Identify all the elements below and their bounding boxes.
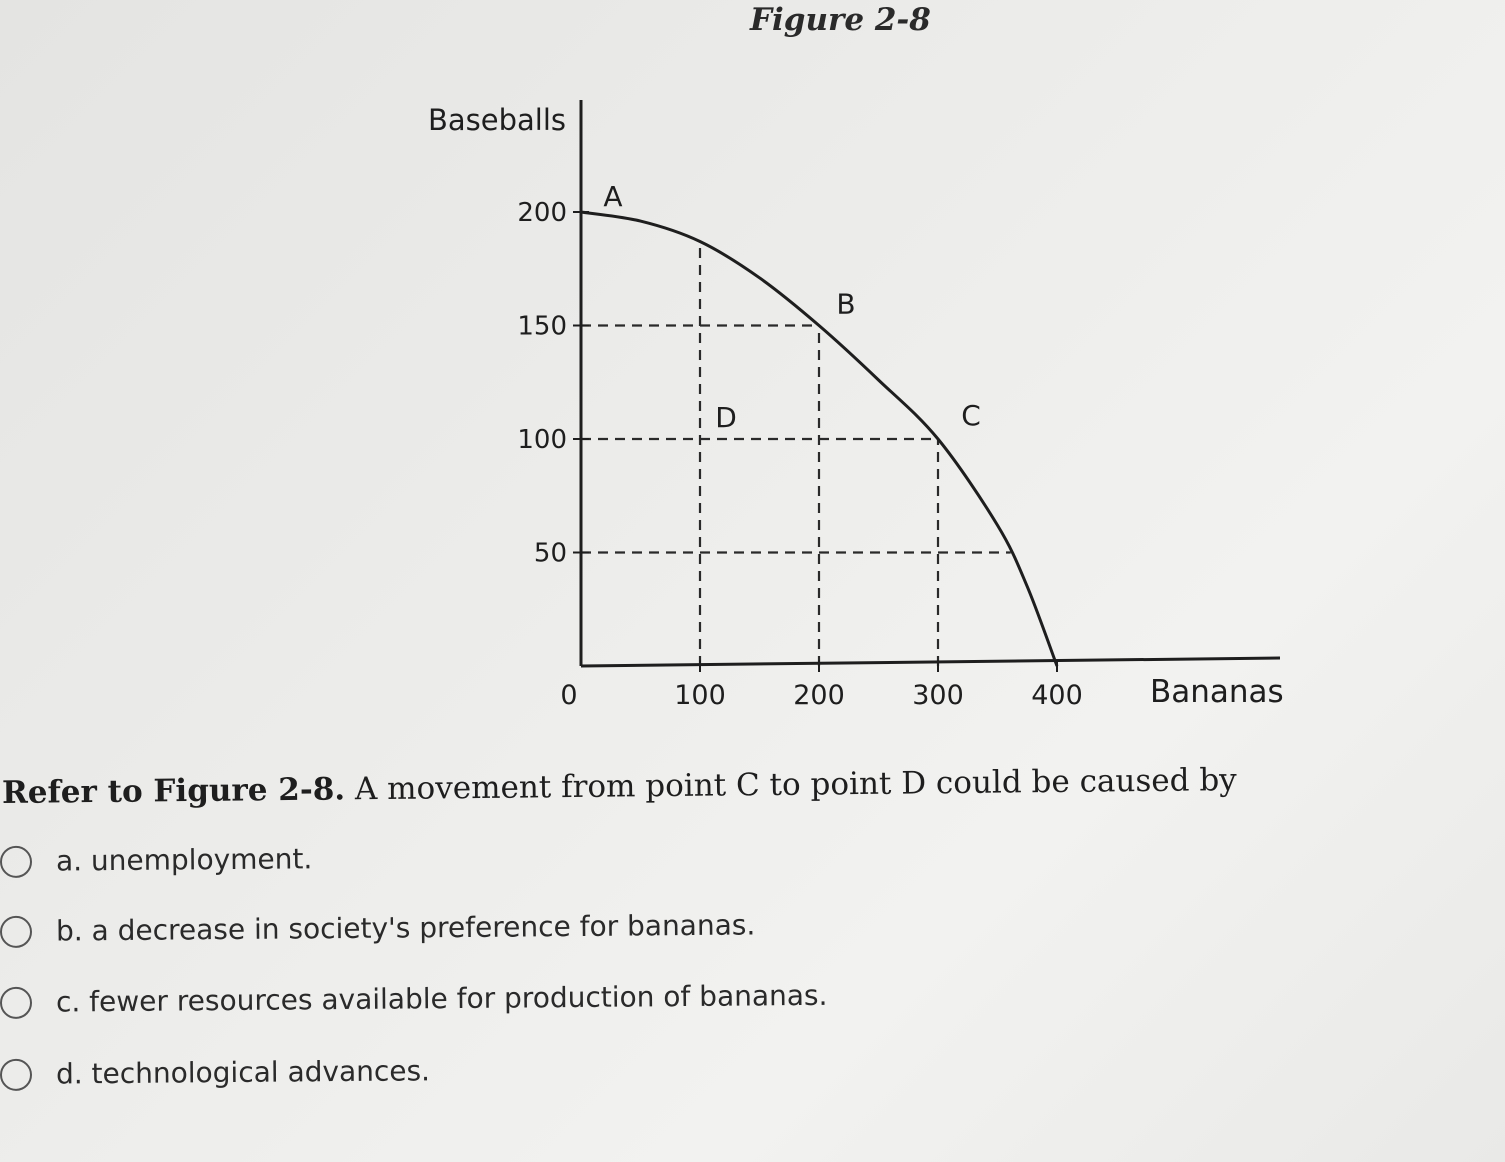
x-tick-label-400: 400: [1031, 680, 1083, 711]
option-d[interactable]: [0, 1054, 430, 1091]
question-text: [2, 762, 1237, 811]
x-tick-label-300: 300: [912, 680, 964, 711]
y-axis-label: Baseballs: [427, 103, 566, 137]
question-body: A movement from point C to point D could be caused by: [354, 762, 1237, 808]
y-tick-label-200: 200: [517, 198, 567, 228]
x-axis: [581, 658, 1280, 666]
y-tick-label-100: 100: [517, 425, 567, 455]
y-tick-label-50: 50: [533, 538, 567, 569]
option-d-label: d. technological advances.: [55, 1054, 431, 1091]
option-a[interactable]: [0, 842, 312, 878]
figure-title: Figure 2-8: [750, 2, 931, 38]
option-c-label: c. fewer resources available for production of bananas.: [55, 978, 828, 1019]
option-b[interactable]: [0, 908, 755, 948]
radio-d[interactable]: [0, 1058, 32, 1090]
x-axis-label: Bananas: [1150, 674, 1284, 710]
x-tick-label-0: 0: [560, 680, 578, 711]
radio-a[interactable]: [0, 845, 32, 877]
option-b-label: b. a decrease in society's preference for bananas.: [55, 908, 756, 948]
x-tick-label-200: 200: [793, 680, 845, 711]
radio-b[interactable]: [0, 915, 32, 947]
y-tick-label-150: 150: [517, 311, 567, 342]
option-c[interactable]: [0, 979, 828, 1019]
x-tick-label-100: 100: [674, 680, 726, 711]
point-label-b: B: [836, 287, 856, 321]
point-label-a: A: [603, 180, 623, 213]
radio-c[interactable]: [0, 986, 32, 1018]
option-a-label: a. unemployment.: [55, 842, 313, 878]
question-figure-ref: Refer to Figure 2-8.: [1, 771, 346, 811]
point-label-d: D: [715, 401, 737, 434]
point-label-c: C: [961, 399, 981, 432]
